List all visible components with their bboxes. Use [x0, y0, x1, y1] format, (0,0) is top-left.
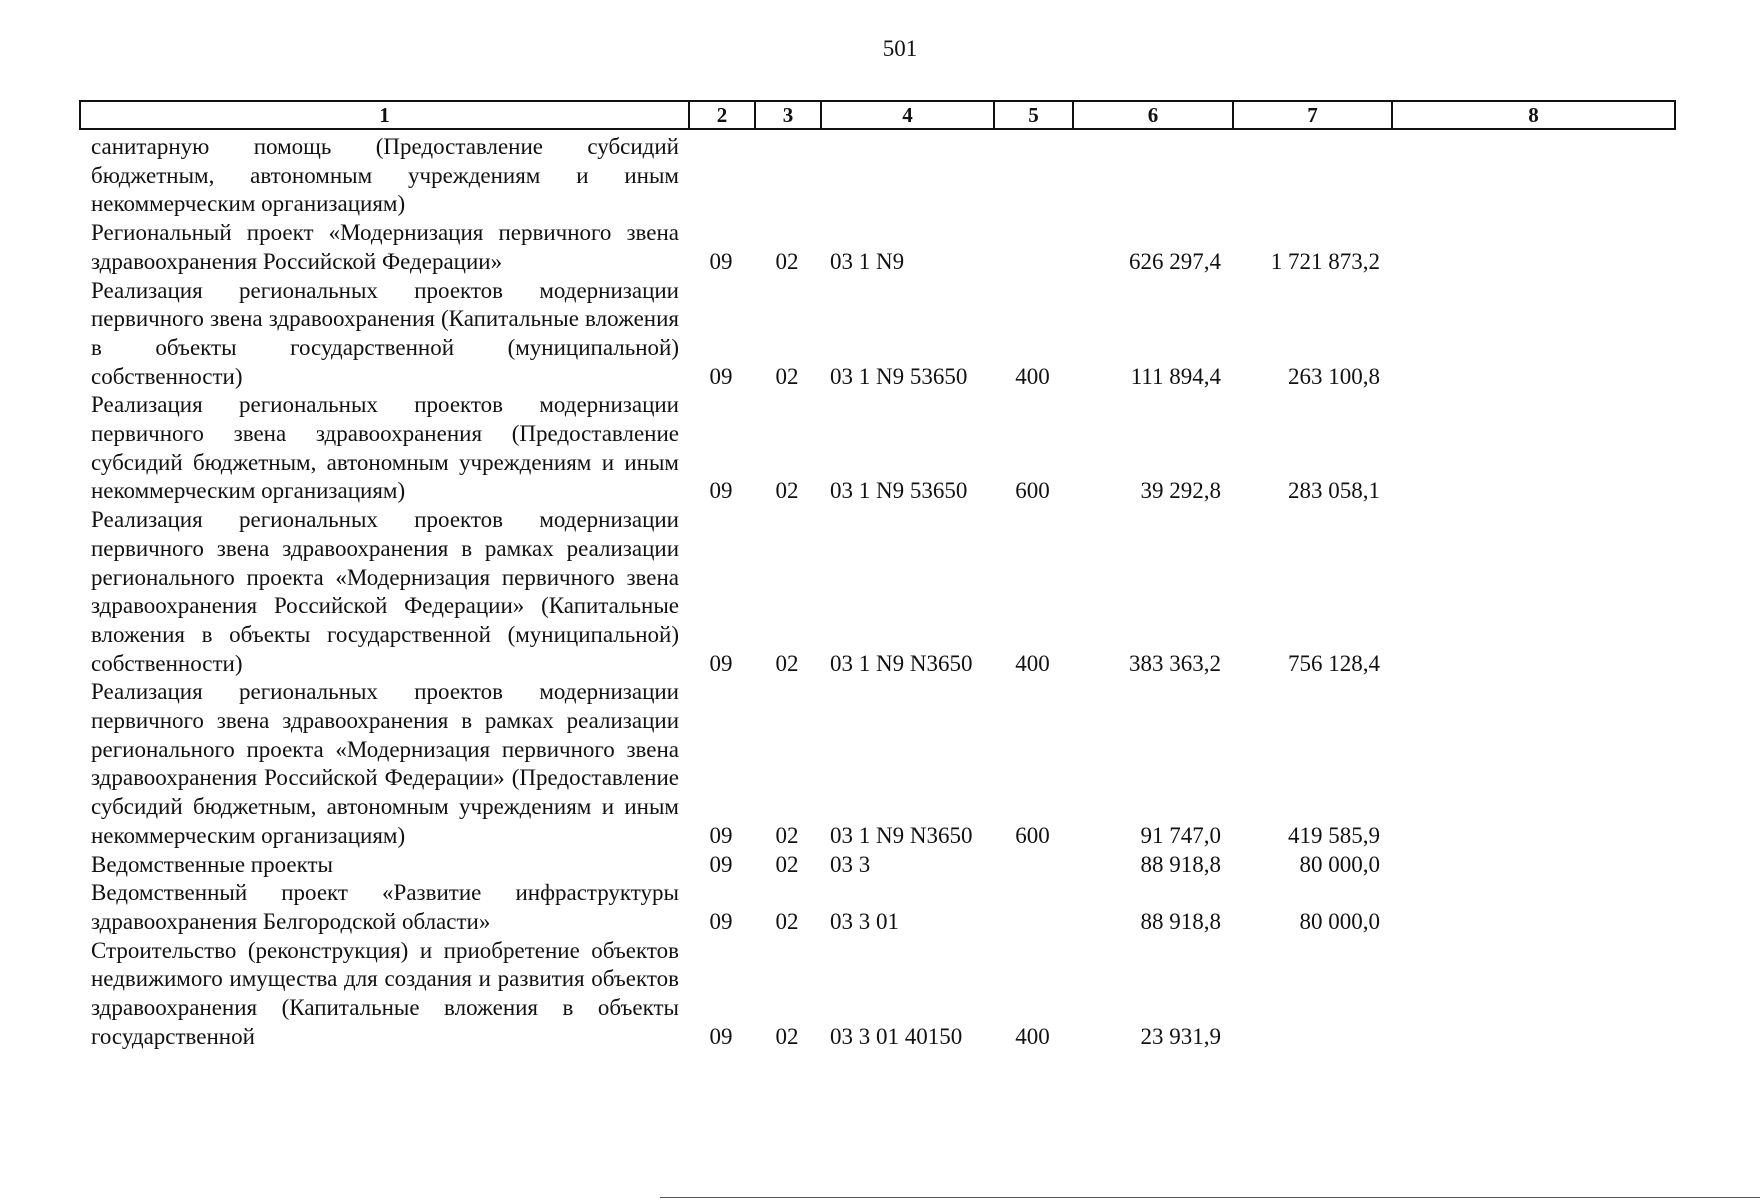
- cell-col-1: Региональный проект «Модернизация первичного звена здравоохранения Российской Федерации»: [91, 220, 679, 274]
- cell-col-8: [1391, 391, 1674, 506]
- cell-col-1: Строительство (реконструкция) и приобретение объектов недвижимого имущества для создания и развития объектов здравоохранения (Капитальные вложения в объекты государственной: [91, 937, 679, 1049]
- cell-col-7: 80 000,0: [1299, 851, 1380, 877]
- column-header: 8: [1392, 101, 1675, 129]
- cell-col-6: 88 918,8: [1140, 851, 1221, 877]
- page-number: 501: [882, 36, 918, 61]
- cell-col-4: 03 3: [830, 851, 871, 877]
- cell-col-5: [993, 851, 1072, 880]
- cell-col-2: [688, 133, 754, 219]
- cell-col-2: 09: [709, 248, 733, 274]
- cell-col-5: 600: [1015, 822, 1050, 848]
- table-row: [79, 937, 1674, 1052]
- cell-col-3: 02: [775, 478, 799, 504]
- cell-col-4: 03 1 N9 N3650: [830, 822, 973, 848]
- table-row: [79, 219, 1674, 276]
- cell-col-2: 09: [709, 851, 733, 877]
- cell-col-8: [1391, 506, 1674, 678]
- cell-col-3: 02: [775, 851, 799, 877]
- cell-col-3: 02: [775, 908, 799, 934]
- cell-col-6: 91 747,0: [1140, 822, 1221, 848]
- column-header: 1: [80, 101, 689, 129]
- cell-col-6: 626 297,4: [1129, 248, 1221, 274]
- cell-col-4: 03 3 01 40150: [830, 1023, 963, 1049]
- cell-col-8: [1391, 678, 1674, 850]
- cell-col-8: [1391, 851, 1674, 880]
- cell-col-5: 400: [1015, 363, 1050, 389]
- column-header: 5: [994, 101, 1073, 129]
- header-row: [80, 101, 1675, 129]
- bottom-rule: [660, 1197, 1760, 1198]
- cell-col-8: [1391, 879, 1674, 936]
- table-header: [79, 100, 1676, 130]
- column-header: 4: [821, 101, 994, 129]
- cell-col-2: 09: [709, 650, 733, 676]
- cell-col-2: 09: [709, 363, 733, 389]
- cell-col-5: [993, 879, 1072, 936]
- table-row: [79, 851, 1674, 880]
- cell-col-1: Реализация региональных проектов модернизации первичного звена здравоохранения (Предоставление субсидий бюджетным, автономным учреждениям и иным некоммерческим организациям): [91, 392, 679, 504]
- cell-col-7: 756 128,4: [1288, 650, 1380, 676]
- cell-col-7: [1232, 133, 1391, 219]
- cell-col-7: 419 585,9: [1288, 822, 1380, 848]
- cell-col-1: санитарную помощь (Предоставление субсидий бюджетным, автономным учреждениям и иным некоммерческим организациям): [91, 134, 679, 217]
- cell-col-1: Ведомственный проект «Развитие инфраструктуры здравоохранения Белгородской области»: [91, 880, 679, 934]
- cell-col-4: 03 1 N9: [830, 248, 905, 274]
- cell-col-3: 02: [775, 822, 799, 848]
- cell-col-6: 111 894,4: [1130, 363, 1221, 389]
- cell-col-5: [993, 219, 1072, 276]
- table-row: [79, 391, 1674, 506]
- cell-col-2: 09: [709, 908, 733, 934]
- cell-col-5: 400: [1015, 1023, 1050, 1049]
- column-header: 7: [1233, 101, 1392, 129]
- cell-col-4: [820, 133, 993, 219]
- cell-col-2: 09: [709, 478, 733, 504]
- cell-col-1: Ведомственные проекты: [91, 851, 333, 877]
- column-header: 6: [1073, 101, 1233, 129]
- cell-col-4: 03 1 N9 53650: [830, 363, 968, 389]
- cell-col-7: 1 721 873,2: [1270, 248, 1380, 274]
- cell-col-8: [1391, 219, 1674, 276]
- cell-col-6: [1072, 133, 1232, 219]
- cell-col-5: 400: [1015, 650, 1050, 676]
- table-row: [79, 678, 1674, 850]
- cell-col-6: 383 363,2: [1129, 650, 1221, 676]
- cell-col-3: 02: [775, 248, 799, 274]
- budget-table: [79, 133, 1674, 1052]
- cell-col-4: 03 1 N9 N3650: [830, 650, 973, 676]
- table-row: [79, 133, 1674, 219]
- cell-col-7: 263 100,8: [1288, 363, 1380, 389]
- cell-col-7: 80 000,0: [1299, 908, 1380, 934]
- cell-col-1: Реализация региональных проектов модернизации первичного звена здравоохранения в рамках реализации регионального проекта «Модернизация первичного звена здравоохранения Российской Федерации» (Предоставление субсидий бюджетным, автономным учреждениям и иным некоммерческим организациям): [91, 679, 679, 848]
- cell-col-4: 03 1 N9 53650: [830, 478, 968, 504]
- cell-col-5: 600: [1015, 478, 1050, 504]
- column-header: 2: [689, 101, 755, 129]
- cell-col-2: 09: [709, 1023, 733, 1049]
- cell-col-8: [1391, 937, 1674, 1052]
- cell-col-4: 03 3 01: [830, 908, 899, 934]
- table-row: [79, 277, 1674, 392]
- cell-col-1: Реализация региональных проектов модернизации первичного звена здравоохранения (Капитальные вложения в объекты государственной (муниципальной) собственности): [91, 277, 679, 389]
- table-row: [79, 879, 1674, 936]
- cell-col-6: 39 292,8: [1140, 478, 1221, 504]
- cell-col-1: Реализация региональных проектов модернизации первичного звена здравоохранения в рамках реализации регионального проекта «Модернизация первичного звена здравоохранения Российской Федерации» (Капитальные вложения в объекты государственной (муниципальной) собственности): [91, 507, 679, 676]
- table-row: [79, 506, 1674, 678]
- cell-col-3: 02: [775, 1023, 799, 1049]
- cell-col-8: [1391, 277, 1674, 392]
- cell-col-8: [1391, 133, 1674, 219]
- cell-col-3: 02: [775, 363, 799, 389]
- cell-col-7: 283 058,1: [1288, 478, 1380, 504]
- cell-col-3: [754, 133, 820, 219]
- column-header: 3: [755, 101, 821, 129]
- cell-col-5: [993, 133, 1072, 219]
- cell-col-7: [1232, 937, 1391, 1052]
- cell-col-2: 09: [709, 822, 733, 848]
- cell-col-6: 88 918,8: [1140, 908, 1221, 934]
- cell-col-6: 23 931,9: [1140, 1023, 1221, 1049]
- cell-col-3: 02: [775, 650, 799, 676]
